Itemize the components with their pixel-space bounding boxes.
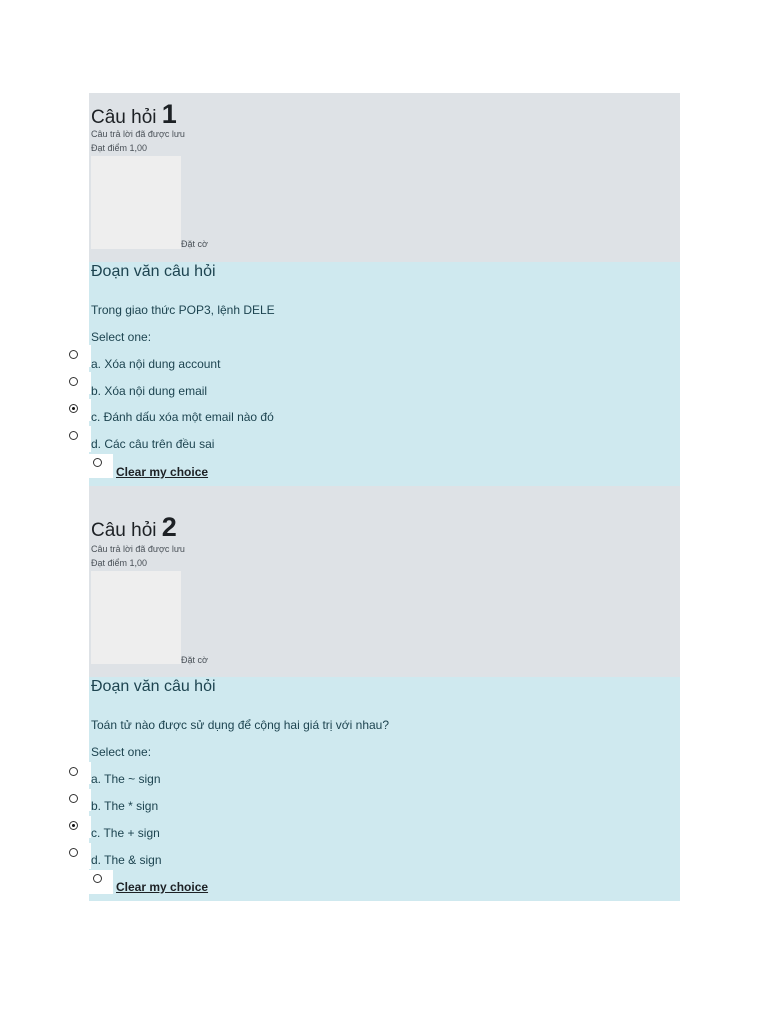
question-text-heading: Đoạn văn câu hỏi	[91, 263, 216, 280]
question-text-heading: Đoạn văn câu hỏi	[91, 678, 216, 695]
question-prefix: Câu hỏi	[91, 107, 157, 128]
clear-choice-radio[interactable]	[93, 458, 102, 467]
option-d-label[interactable]: d. Các câu trên đều sai	[91, 437, 215, 451]
select-one-prompt: Select one:	[91, 745, 152, 759]
question-text: Trong giao thức POP3, lệnh DELE	[91, 303, 275, 317]
question-number: 2	[161, 512, 177, 542]
question-text: Toán tử nào được sử dụng để cộng hai giá trị với nhau?	[91, 718, 390, 732]
option-a-label[interactable]: a. Xóa nội dung account	[91, 357, 221, 371]
question-heading	[91, 512, 177, 543]
option-b-radio[interactable]	[69, 794, 78, 803]
question-info-panel	[89, 486, 680, 677]
flag-icon[interactable]	[91, 571, 181, 664]
clear-radio-well	[89, 454, 113, 478]
option-b-radio[interactable]	[69, 377, 78, 386]
question-prefix: Câu hỏi	[91, 520, 157, 541]
flag-icon[interactable]	[91, 156, 181, 249]
answer-state: Câu trả lời đã được lưu	[91, 544, 185, 554]
option-a-radio[interactable]	[69, 767, 78, 776]
question-content-panel	[89, 262, 680, 486]
option-d-label[interactable]: d. The & sign	[91, 853, 162, 867]
option-c-radio[interactable]	[69, 821, 78, 830]
option-d-radio[interactable]	[69, 431, 78, 440]
question-content-panel	[89, 677, 680, 901]
clear-choice-link[interactable]: Clear my choice	[116, 880, 209, 894]
option-a-radio[interactable]	[69, 350, 78, 359]
clear-choice-link[interactable]: Clear my choice	[116, 465, 209, 479]
answer-state: Câu trả lời đã được lưu	[91, 129, 185, 139]
option-d-radio-well	[65, 426, 91, 452]
grade-text: Đạt điểm 1,00	[91, 558, 148, 568]
select-one-prompt: Select one:	[91, 330, 152, 344]
option-b-label[interactable]: b. The * sign	[91, 799, 159, 813]
option-b-label[interactable]: b. Xóa nội dung email	[91, 384, 208, 398]
grade-text: Đạt điểm 1,00	[91, 143, 148, 153]
flag-question-link[interactable]: Đặt cờ	[181, 655, 208, 665]
option-d-radio[interactable]	[69, 848, 78, 857]
option-a-label[interactable]: a. The ~ sign	[91, 772, 161, 786]
question-number: 1	[161, 99, 177, 129]
question-info-panel	[89, 93, 680, 262]
option-d-radio-well	[65, 843, 91, 869]
option-c-radio[interactable]	[69, 404, 78, 413]
flag-question-link[interactable]: Đặt cờ	[181, 239, 208, 249]
option-c-label[interactable]: c. The + sign	[91, 826, 160, 840]
clear-choice-radio[interactable]	[93, 874, 102, 883]
clear-radio-well	[89, 870, 113, 894]
question-heading	[91, 99, 177, 130]
option-c-label[interactable]: c. Đánh dấu xóa một email nào đó	[91, 410, 274, 424]
